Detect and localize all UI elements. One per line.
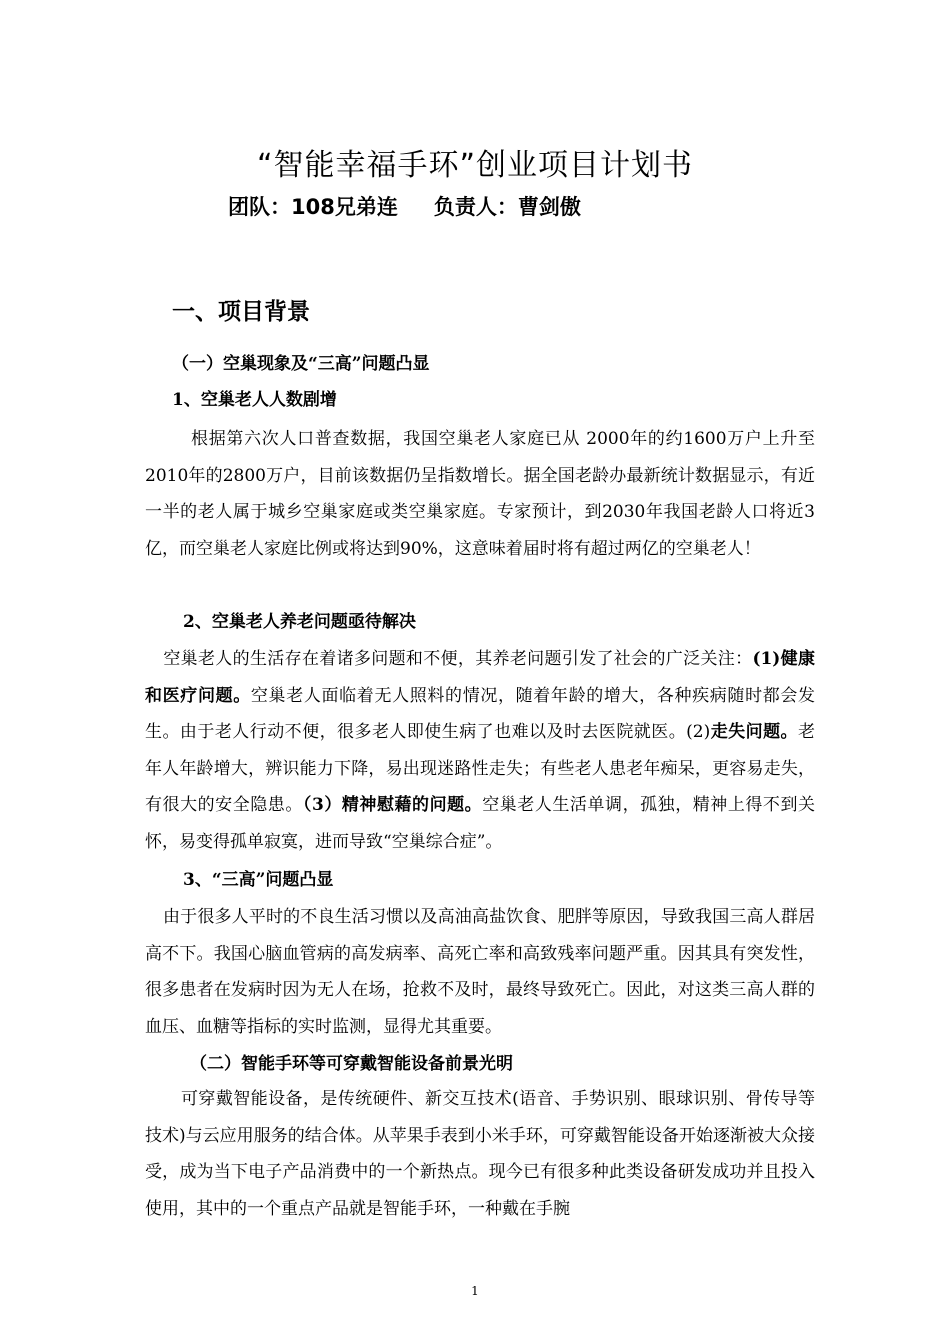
team-name: 团队：108兄弟连	[228, 195, 398, 219]
point-2-text: 老年人年龄增大，辨识能力下降，易出现迷路性走失；有些老人患老年痴呆，更容易走失，有很大的安全隐患。	[145, 722, 816, 815]
item-heading-2: 2、空巢老人养老问题亟待解决	[183, 612, 416, 632]
team-line	[228, 190, 581, 224]
subsection-heading-wearables: （二）智能手环等可穿戴智能设备前景光明	[190, 1054, 513, 1074]
document-title: “智能幸福手环”创业项目计划书	[256, 148, 694, 183]
subsection-heading-empty-nest: （一）空巢现象及“三高”问题凸显	[172, 354, 430, 374]
point-3-text: 空巢老人生活单调，孤独，精神上得不到关怀，易变得孤单寂寞，进而导致“空巢综合症”。	[145, 795, 816, 852]
point-1-text: 空巢老人面临着无人照料的情况，随着年龄的增大，各种疾病随时都会发生。由于老人行动不便，很多老人即使生病了也难以及时去医院就医。	[145, 685, 816, 742]
item-heading-3: 3、“三高”问题凸显	[183, 870, 334, 890]
paragraph-wearable-devices: 可穿戴智能设备，是传统硬件、新交互技术(语音、手势识别、眼球识别、骨传导等技术)与云应用服务的结合体。从苹果手表到小米手环，可穿戴智能设备开始逐渐被大众接受，成为当下电子产品消费中的一个新热点。现今已有很多种此类设备研发成功并且投入使用，其中的一个重点产品就是智能手环，一种戴在手腕	[145, 1089, 815, 1219]
paragraph-three-highs: 由于很多人平时的不良生活习惯以及高油高盐饮食、肥胖等原因，导致我国三高人群居高不下。我国心脑血管病的高发病率、高死亡率和高致残率问题严重。因其具有突发性，很多患者在发病时因为无人在场，抢救不及时，最终导致死亡。因此，对这类三高人群的血压、血糖等指标的实时监测，显得尤其重要。	[145, 907, 815, 1037]
point-2-prefix: (2)	[686, 722, 711, 742]
point-3-label: （3）精神慰藉的问题。	[302, 795, 483, 815]
page-number: 1	[471, 1284, 479, 1298]
paragraph-elderly-care-problems	[145, 641, 815, 860]
point-2-label: 走失问题。	[710, 722, 799, 742]
point-1-label: (1)健康和医疗问题。	[145, 649, 816, 706]
section-heading-project-background: 一、项目背景	[172, 299, 310, 325]
paragraph-empty-nest-statistics: 根据第六次人口普查数据，我国空巢老人家庭已从 2000年的约1600万户上升至2010年的2800万户，目前该数据仍呈指数增长。据全国老龄办最新统计数据显示，有近一半的老人属于城乡空巢家庭或类空巢家庭。专家预计，到2030年我国老龄人口将近3亿，而空巢老人家庭比例或将达到90%，这意味着届时将有超过两亿的空巢老人！	[145, 429, 815, 559]
item-heading-1: 1、空巢老人人数剧增	[172, 390, 337, 410]
intro-text: 空巢老人的生活存在着诸多问题和不便，其养老问题引发了社会的广泛关注：	[163, 649, 753, 669]
team-leader: 负责人：曹剑傲	[433, 195, 581, 219]
